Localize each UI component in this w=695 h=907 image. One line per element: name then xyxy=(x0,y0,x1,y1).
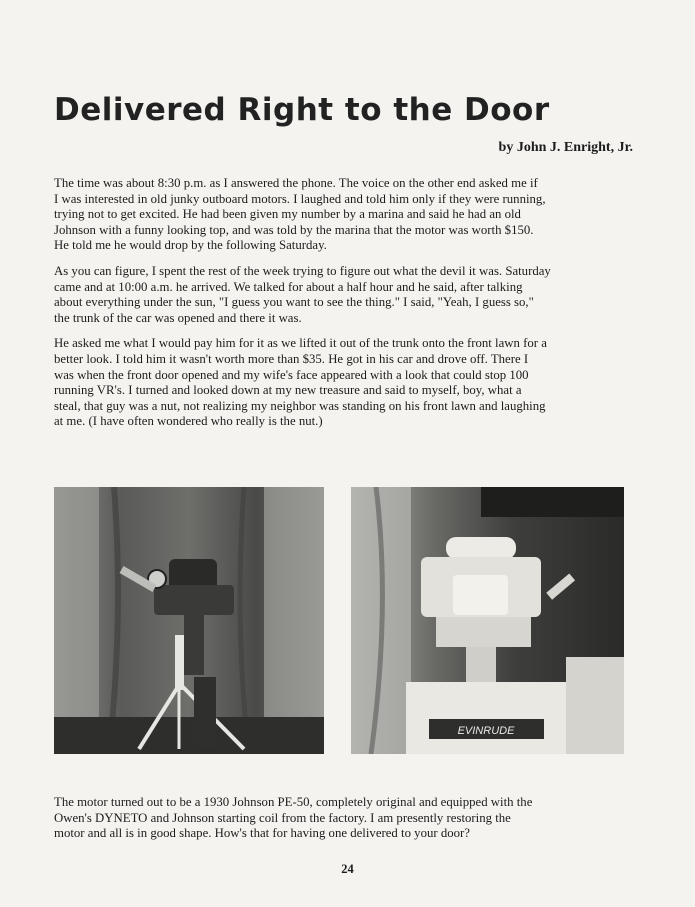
article-body xyxy=(54,176,644,440)
text-line: The motor turned out to be a 1930 Johnson PE-50, completely original and equipped with the xyxy=(54,795,533,809)
byline: by John J. Enright, Jr. xyxy=(498,140,633,155)
photo-outboard-motor-side xyxy=(54,487,324,754)
text-line: about everything under the sun, "I guess you want to see the thing." I said, "Yeah, I guess so," xyxy=(54,295,534,310)
motor-crate-label: EVINRUDE xyxy=(457,725,515,737)
text-line: came and at 10:00 a.m. he arrived. We talked for about a half hour and he said, after talking xyxy=(54,279,523,294)
paragraph-4 xyxy=(54,795,644,842)
photo-outboard-motor-front xyxy=(351,487,624,754)
text-line: was when the front door opened and my wife's face appeared with a look that could stop 100 xyxy=(54,367,529,382)
text-line: at me. (I have often wondered who really is the nut.) xyxy=(54,414,323,429)
text-line: He told me he would drop by the following Saturday. xyxy=(54,238,327,253)
text-line: the trunk of the car was opened and there it was. xyxy=(54,310,302,325)
text-line: running VR's. I turned and looked down at my new treasure and said to myself, boy, what a xyxy=(54,383,522,398)
text-line: better look. I told him it wasn't worth more than $35. He got in his car and drove off. There I xyxy=(54,351,529,366)
page-number: 24 xyxy=(341,862,354,876)
text-line: The time was about 8:30 p.m. as I answered the phone. The voice on the other end asked me if xyxy=(54,176,538,190)
text-line: steal, that guy was a nut, not realizing my neighbor was standing on his front lawn and laughing xyxy=(54,398,546,413)
paragraph-2 xyxy=(54,264,644,326)
paragraph-1 xyxy=(54,176,644,254)
article-title: Delivered Right to the Door xyxy=(54,92,550,128)
text-line: I was interested in old junky outboard motors. I laughed and told him only if they were running, xyxy=(54,191,546,206)
text-line: He asked me what I would pay him for it as we lifted it out of the trunk onto the front lawn for a xyxy=(54,336,547,351)
text-line: Johnson with a funny looking top, and was told by the marina that the motor was worth $150. xyxy=(54,222,534,237)
text-line: trying not to get excited. He had been given my number by a marina and said he had an old xyxy=(54,207,521,222)
text-line: Owen's DYNETO and Johnson starting coil from the factory. I am presently restoring the xyxy=(54,810,511,825)
text-line: As you can figure, I spent the rest of the week trying to figure out what the devil it was. Saturday xyxy=(54,263,551,278)
paragraph-3 xyxy=(54,336,644,430)
text-line: motor and all is in good shape. How's that for having one delivered to your door? xyxy=(54,826,470,841)
closing-paragraph xyxy=(54,795,644,852)
